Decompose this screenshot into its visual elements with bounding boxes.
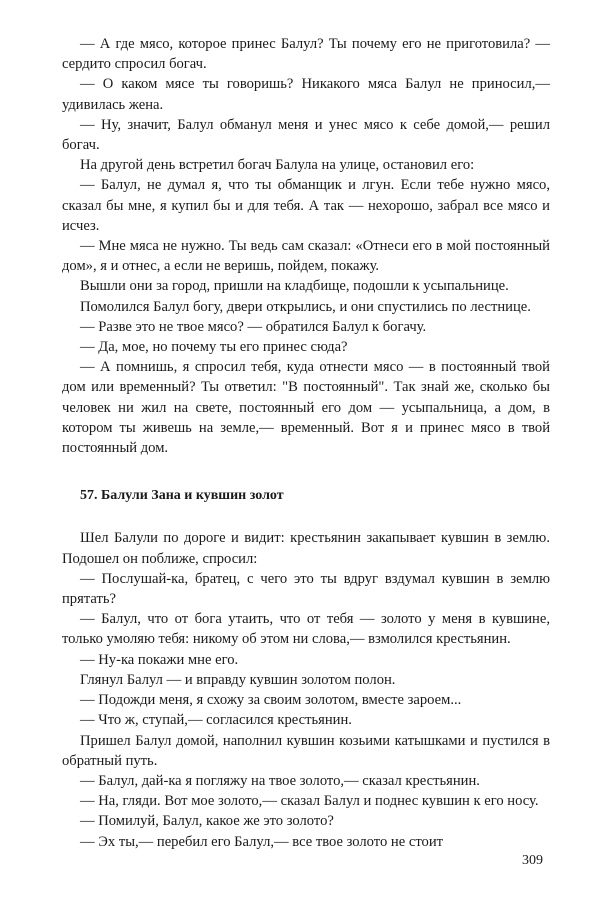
paragraph: — Балул, что от бога утаить, что от тебя — золото у меня в кувшине, только умоляю тебя: никому об этом ни слова,— взмолился крестьянин. <box>62 611 550 648</box>
paragraph: — Послушай-ка, братец, с чего это ты вдруг вздумал кувшин в землю прятать? <box>62 570 550 608</box>
paragraph: — А помнишь, я спросил тебя, куда отнести мясо — в постоянный твой дом или временный? Ты ответил: "В постоянный". Так знай же, сколько бы человек ни жил на свете, постоянный его дом — усыпальница, а дом, в котором ты живешь на земле,— временный. Вот я и принес мясо в твой постоянный дом. <box>62 359 550 457</box>
paragraph: — Подожди меня, я схожу за своим золотом, вместе зароем... <box>80 692 462 709</box>
paragraph: — Что ж, ступай,— согласился крестьянин. <box>80 712 352 729</box>
paragraph: — На, гляди. Вот мое золото,— сказал Балул и поднес кувшин к его носу. <box>80 793 539 810</box>
paragraph: Глянул Балул — и вправду кувшин золотом полон. <box>80 671 396 688</box>
paragraph: На другой день встретил богач Балула на улице, остановил его: <box>80 157 475 174</box>
paragraph: — Помилуй, Балул, какое же это золото? <box>80 813 334 830</box>
paragraph: — Балул, не думал я, что ты обманщик и лгун. Если тебе нужно мясо, сказал бы мне, я купил бы и для тебя. А так — нехорошо, забрал все мясо и исчез. <box>62 177 550 234</box>
paragraph: — Эх ты,— перебил его Балул,— все твое золото не стоит <box>80 833 444 850</box>
paragraph: — Балул, дай-ка я погляжу на твое золото,— сказал крестьянин. <box>80 772 480 789</box>
paragraph: — А где мясо, которое принес Балул? Ты почему его не приготовила? — сердито спросил богач. <box>62 36 550 73</box>
section-heading: 57. Балули Зана и кувшин золот <box>80 488 284 504</box>
paragraph: Шел Балули по дороге и видит: крестьянин закапывает кувшин в землю. Подошел он поближе, спросил: <box>62 530 550 567</box>
paragraph: — Да, мое, но почему ты его принес сюда? <box>80 339 348 356</box>
paragraph: — Разве это не твое мясо? — обратился Балул к богачу. <box>80 318 427 335</box>
paragraph: Вышли они за город, пришли на кладбище, подошли к усыпальнице. <box>80 278 509 295</box>
paragraph: — Ну, значит, Балул обманул меня и унес мясо к себе домой,— решил богач. <box>62 116 550 154</box>
paragraph: — О каком мясе ты говоришь? Никакого мяса Балул не приносил,— удивилась жена. <box>62 76 550 113</box>
paragraph: Пришел Балул домой, наполнил кувшин козьими катышками и пустился в обратный путь. <box>62 732 550 769</box>
page-text <box>62 34 550 852</box>
paragraph: — Мне мяса не нужно. Ты ведь сам сказал: «Отнеси его в мой постоянный дом», я и отнес, а если не веришь, пойдем, покажу. <box>62 238 550 275</box>
paragraph: — Ну-ка покажи мне его. <box>80 651 239 668</box>
paragraph: Помолился Балул богу, двери открылись, и они спустились по лестнице. <box>80 298 531 315</box>
page-number: 309 <box>522 853 543 868</box>
